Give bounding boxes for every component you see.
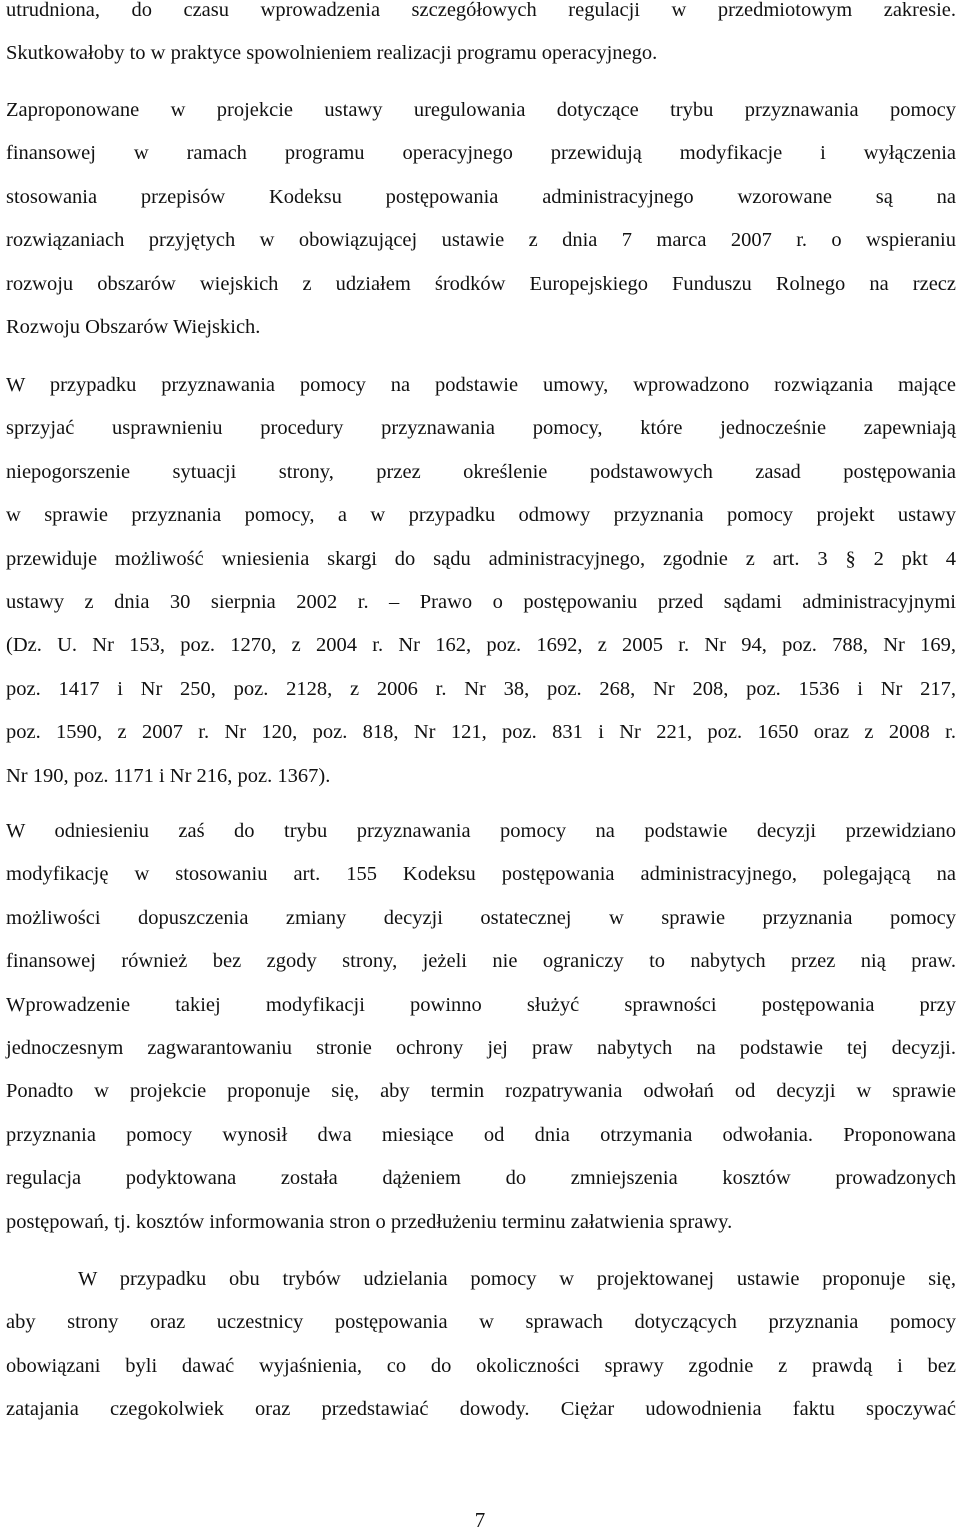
paragraph-line: W przypadku obu trybów udzielania pomocy w projektowanej ustawie proponuje się, bbox=[78, 1268, 956, 1290]
paragraph-line: aby strony oraz uczestnicy postępowania w sprawach dotyczących przyznania pomocy bbox=[6, 1311, 956, 1334]
paragraph-line: regulacja podyktowana została dążeniem do zmniejszenia kosztów prowadzonych bbox=[6, 1167, 956, 1190]
paragraph-line: rozwoju obszarów wiejskich z udziałem środków Europejskiego Funduszu Rolnego na rzecz bbox=[6, 272, 956, 295]
paragraph-line: W przypadku przyznawania pomocy na podstawie umowy, wprowadzono rozwiązania mające bbox=[6, 374, 956, 396]
paragraph-line: zatajania czegokolwiek oraz przedstawiać dowody. Ciężar udowodnienia faktu spoczywać bbox=[6, 1398, 956, 1421]
paragraph-line: obowiązani byli dawać wyjaśnienia, co do okoliczności sprawy zgodnie z prawdą i bez bbox=[6, 1354, 956, 1377]
paragraph-3 bbox=[6, 364, 956, 798]
paragraph-line: finansowej również bez zgody strony, jeżeli nie ograniczy to nabytych przez nią praw. bbox=[6, 950, 956, 973]
page-number: 7 bbox=[474, 1508, 486, 1532]
paragraph-line: W odniesieniu zaś do trybu przyznawania pomocy na podstawie decyzji przewidziano bbox=[6, 820, 956, 842]
paragraph-line: Skutkowałoby to w praktyce spowolnieniem realizacji programu operacyjnego. bbox=[6, 42, 658, 65]
paragraph-line: stosowania przepisów Kodeksu postępowania administracyjnego wzorowane są na bbox=[6, 185, 956, 208]
paragraph-line: postępowań, tj. kosztów informowania stron o przedłużeniu terminu załatwienia sprawy. bbox=[6, 1210, 733, 1233]
paragraph-2 bbox=[6, 89, 956, 349]
paragraph-line: możliwości dopuszczenia zmiany decyzji ostatecznej w sprawie przyznania pomocy bbox=[6, 906, 956, 929]
paragraph-5 bbox=[6, 1258, 956, 1432]
paragraph-line: Rozwoju Obszarów Wiejskich. bbox=[6, 316, 261, 339]
paragraph-line: poz. 1590, z 2007 r. Nr 120, poz. 818, Nr 121, poz. 831 i Nr 221, poz. 1650 oraz z 2008 r. bbox=[6, 721, 956, 744]
paragraph-line: utrudniona, do czasu wprowadzenia szczegółowych regulacji w przedmiotowym zakresie. bbox=[6, 0, 956, 21]
paragraph-line: sprzyjać usprawnieniu procedury przyznawania pomocy, które jednocześnie zapewniają bbox=[6, 417, 956, 440]
paragraph-line: Wprowadzenie takiej modyfikacji powinno służyć sprawności postępowania przy bbox=[6, 993, 956, 1016]
paragraph-line: przyznania pomocy wynosił dwa miesiące od dnia otrzymania odwołania. Proponowana bbox=[6, 1123, 956, 1146]
paragraph-4 bbox=[6, 810, 956, 1244]
paragraph-line: rozwiązaniach przyjętych w obowiązującej ustawie z dnia 7 marca 2007 r. o wspieraniu bbox=[6, 229, 956, 252]
paragraph-line: modyfikację w stosowaniu art. 155 Kodeksu postępowania administracyjnego, polegającą na bbox=[6, 863, 956, 886]
paragraph-line: Zaproponowane w projekcie ustawy uregulowania dotyczące trybu przyznawania pomocy bbox=[6, 99, 956, 121]
paragraph-line: w sprawie przyznania pomocy, a w przypadku odmowy przyznania pomocy projekt ustawy bbox=[6, 504, 956, 527]
paragraph-line: jednoczesnym zagwarantowaniu stronie ochrony jej praw nabytych na podstawie tej decyzji. bbox=[6, 1037, 956, 1060]
paragraph-line: Ponadto w projekcie proponuje się, aby termin rozpatrywania odwołań od decyzji w sprawie bbox=[6, 1080, 956, 1103]
paragraph-1 bbox=[6, 0, 956, 76]
paragraph-line: poz. 1417 i Nr 250, poz. 2128, z 2006 r. Nr 38, poz. 268, Nr 208, poz. 1536 i Nr 217, bbox=[6, 677, 956, 700]
paragraph-line: Nr 190, poz. 1171 i Nr 216, poz. 1367). bbox=[6, 764, 331, 787]
paragraph-line: przewiduje możliwość wniesienia skargi do sądu administracyjnego, zgodnie z art. 3 § 2 pkt 4 bbox=[6, 547, 956, 570]
paragraph-line: finansowej w ramach programu operacyjnego przewidują modyfikacje i wyłączenia bbox=[6, 142, 956, 165]
paragraph-line: niepogorszenie sytuacji strony, przez określenie podstawowych zasad postępowania bbox=[6, 460, 956, 483]
paragraph-line: ustawy z dnia 30 sierpnia 2002 r. – Prawo o postępowaniu przed sądami administracyjnymi bbox=[6, 591, 956, 614]
paragraph-line: (Dz. U. Nr 153, poz. 1270, z 2004 r. Nr 162, poz. 1692, z 2005 r. Nr 94, poz. 788, Nr 169, bbox=[6, 634, 956, 657]
